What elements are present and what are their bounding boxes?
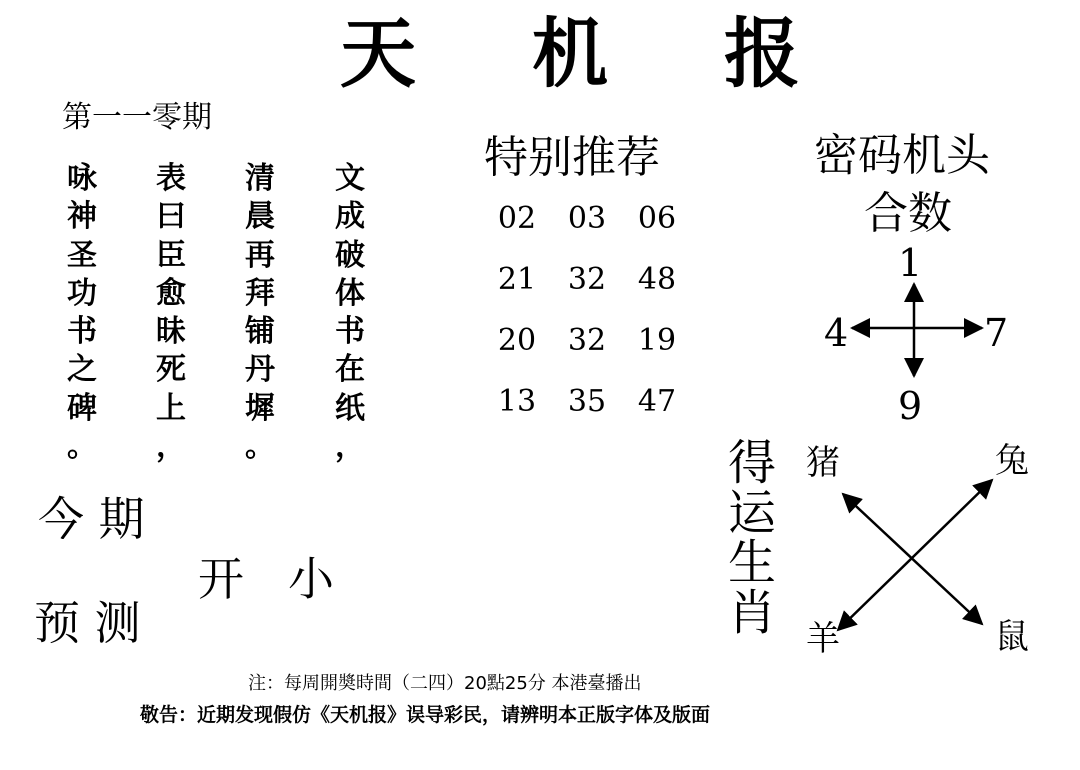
title-char: 天 — [340, 9, 416, 98]
poem-char: 书 — [335, 314, 365, 350]
special-number: 32 — [567, 323, 607, 358]
poem-char: 晨 — [245, 199, 275, 235]
special-heading: 特别推荐 — [484, 132, 660, 183]
zodiac-top-left: 猪 — [806, 443, 840, 483]
special-number: 06 — [637, 201, 677, 236]
poem-char: 拜 — [245, 275, 275, 311]
zodiac-bottom-left: 羊 — [806, 619, 840, 659]
footer-note: 注：每周開奬時間（二四）20點25分 本港臺播出 — [248, 673, 642, 694]
zodiac-top-right: 兔 — [995, 441, 1029, 481]
zodiac-label-char: 得 — [727, 435, 776, 491]
special-number: 13 — [497, 384, 537, 419]
special-number: 20 — [497, 323, 537, 358]
poem-char: 愈 — [156, 275, 186, 311]
zodiac-label-char: 生 — [727, 535, 776, 591]
poem-char: 曰 — [156, 199, 186, 235]
poem-char: 咏 — [67, 161, 97, 196]
poem-char: 死 — [156, 352, 186, 388]
poem-char: 成 — [335, 199, 365, 235]
poem-char: 之 — [67, 352, 97, 388]
poem-punct: 。 — [67, 429, 97, 465]
poem-char: 清 — [245, 161, 275, 196]
footer-warning: 敬告：近期发现假仿《天机报》误导彩民，请辨明本正版字体及版面 — [140, 704, 711, 726]
code-digit-left: 4 — [824, 311, 849, 355]
arrow-diag-2 — [838, 480, 992, 630]
forecast-label-bottom: 预 测 — [34, 596, 141, 650]
poem-char: 表 — [156, 161, 186, 196]
poem-char: 上 — [156, 390, 186, 426]
poem-char: 丹 — [245, 352, 275, 388]
special-number: 47 — [637, 384, 677, 419]
poem-char: 在 — [335, 352, 365, 388]
title-char: 机 — [532, 9, 608, 98]
code-digit-bottom: 9 — [898, 384, 923, 428]
forecast-result-open: 开 — [198, 552, 244, 606]
poem-punct: ， — [335, 429, 365, 465]
code-digit-top: 1 — [898, 241, 923, 285]
poem-char: 昧 — [156, 314, 186, 350]
poem-char: 铺 — [245, 314, 275, 350]
zodiac-label-char: 运 — [727, 485, 776, 541]
zodiac-bottom-right: 鼠 — [995, 617, 1029, 657]
special-number: 32 — [567, 262, 607, 297]
poem-char: 臣 — [156, 237, 186, 273]
poem-char: 破 — [335, 237, 365, 273]
special-number: 35 — [567, 384, 607, 419]
forecast-result-small: 小 — [288, 552, 334, 606]
zodiac-label-char: 肖 — [727, 585, 776, 641]
special-number: 02 — [497, 201, 537, 236]
poem-char: 圣 — [67, 237, 97, 273]
code-subheading: 合数 — [864, 188, 952, 239]
poem-char: 墀 — [245, 390, 275, 426]
special-number: 19 — [637, 323, 677, 358]
special-number: 21 — [497, 262, 537, 297]
poem-char: 文 — [335, 161, 365, 196]
poem-char: 体 — [335, 275, 365, 311]
poem-char: 书 — [67, 314, 97, 350]
code-digit-right: 7 — [984, 311, 1009, 355]
code-heading: 密码机头 — [814, 130, 990, 181]
poem-char: 再 — [245, 237, 275, 273]
poem-punct: ， — [156, 429, 186, 465]
special-number: 03 — [567, 201, 607, 236]
poem-char: 碑 — [67, 390, 97, 426]
poem-char: 神 — [67, 199, 97, 235]
forecast-label-top: 今 期 — [38, 492, 145, 546]
issue-number: 第一一零期 — [62, 100, 212, 135]
title-char: 报 — [724, 9, 800, 98]
special-number: 48 — [637, 262, 677, 297]
poem-char: 功 — [67, 275, 97, 311]
poem-punct: 。 — [245, 429, 275, 465]
poem-char: 纸 — [335, 390, 365, 426]
